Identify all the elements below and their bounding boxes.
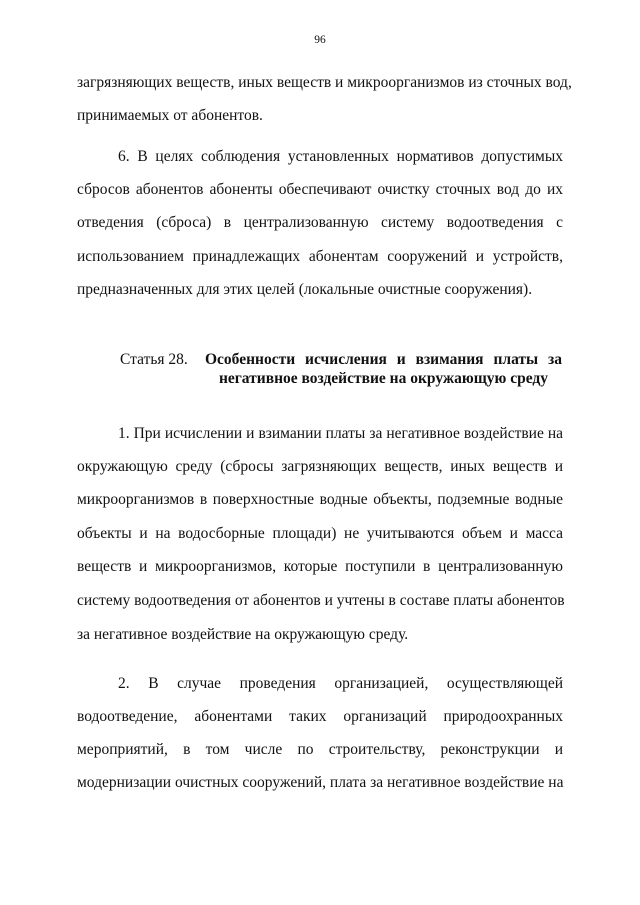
paragraph-line: предназначенных для этих целей (локальные очистные сооружения). — [77, 281, 533, 298]
paragraph-line: окружающую среду (сбросы загрязняющих веществ, иных веществ и — [77, 458, 563, 475]
paragraph-line: веществ и микроорганизмов, которые поступили в централизованную — [77, 558, 563, 575]
page-number: 96 — [314, 34, 326, 46]
paragraph-line: 1. При исчислении и взимании платы за негативное воздействие на — [118, 425, 563, 442]
article-title-line: негативное воздействие на окружающую среду — [218, 370, 549, 387]
paragraph-line: модернизации очистных сооружений, плата за негативное воздействие на — [77, 774, 564, 791]
paragraph-line: систему водоотведения от абонентов и учтены в составе платы абонентов — [77, 592, 565, 609]
paragraph-line: водоотведение, абонентами таких организаций природоохранных — [77, 708, 563, 725]
paragraph-line: мероприятий, в том числе по строительству, реконструкции и — [77, 741, 563, 758]
paragraph-line: использованием принадлежащих абонентам сооружений и устройств, — [77, 248, 563, 265]
article-label: Статья 28. — [120, 351, 188, 368]
paragraph-line: микроорганизмов в поверхностные водные объекты, подземные водные — [77, 491, 563, 508]
paragraph-line: объекты и на водосборные площади) не учитываются объем и масса — [77, 525, 563, 542]
paragraph-line: загрязняющих веществ, иных веществ и микроорганизмов из сточных вод, — [77, 74, 572, 91]
paragraph-line: за негативное воздействие на окружающую среду. — [77, 626, 409, 643]
paragraph-line: 6. В целях соблюдения установленных нормативов допустимых — [118, 148, 563, 165]
paragraph-line: 2. В случае проведения организацией, осуществляющей — [118, 675, 563, 692]
article-title-line: Особенности исчисления и взимания платы за — [205, 351, 562, 368]
paragraph-line: отведения (сброса) в централизованную систему водоотведения с — [77, 214, 563, 231]
paragraph-line: принимаемых от абонентов. — [77, 107, 263, 124]
paragraph-line: сбросов абонентов абоненты обеспечивают очистку сточных вод до их — [77, 181, 563, 198]
